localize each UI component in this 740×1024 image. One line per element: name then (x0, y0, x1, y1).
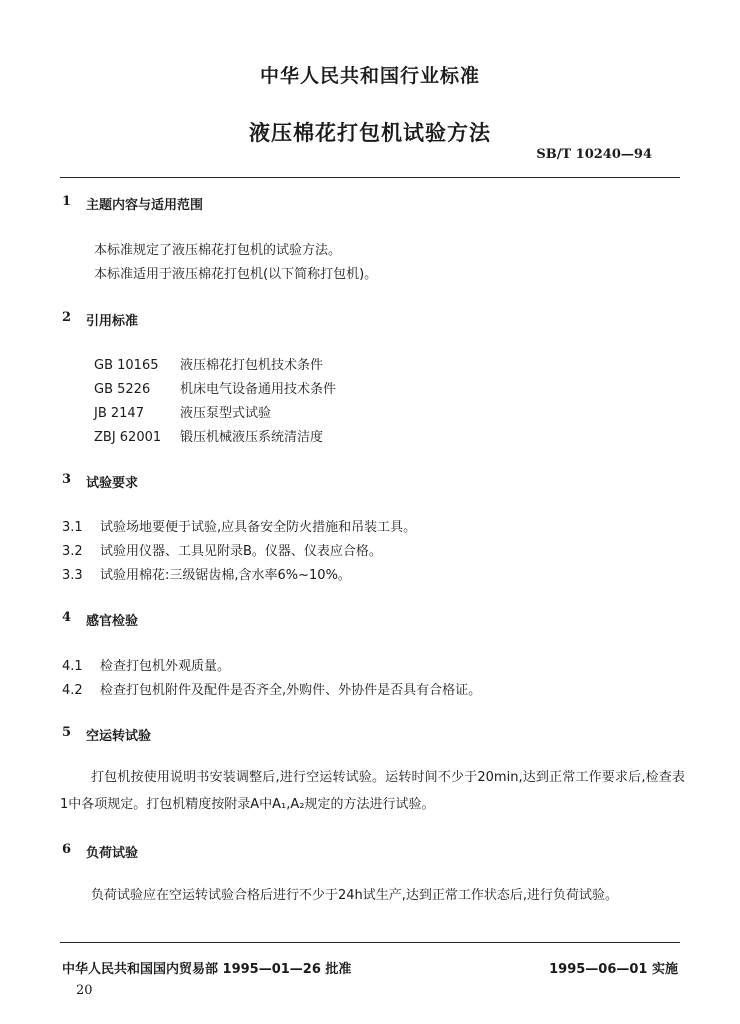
section-title: 负荷试验 (86, 846, 139, 861)
section-title: 试验要求 (86, 476, 139, 491)
section-number: 4 (62, 610, 72, 625)
bottom-divider (60, 942, 680, 943)
standard-code: SB/T 10240—94 (536, 147, 652, 162)
section-number: 3 (62, 472, 72, 487)
clause-text: 试验场地要便于试验,应具备安全防火措施和吊装工具。 (100, 520, 417, 535)
section-title: 引用标准 (86, 314, 139, 329)
section-5-paragraph: 打包机按使用说明书安装调整后,进行空运转试验。运转时间不少于20min,达到正常工作要求后,检查表1中各项规定。打包机精度按附录A中A₁,A₂规定的方法进行试验。 (60, 770, 685, 812)
reference-code: GB 10165 (94, 358, 159, 373)
section-number: 1 (62, 194, 72, 209)
section-6-paragraph: 负荷试验应在空运转试验合格后进行不少于24h试生产,达到正常工作状态后,进行负荷试验。 (91, 888, 619, 903)
reference-code: JB 2147 (94, 406, 144, 421)
clause-number: 4.1 (62, 659, 83, 674)
clause-text: 试验用仪器、工具见附录B。仪器、仪表应合格。 (100, 544, 382, 559)
clause-item (62, 540, 382, 559)
section-title: 感官检验 (86, 614, 139, 629)
reference-item (94, 354, 323, 373)
clause-number: 3.1 (62, 520, 83, 535)
section-number: 2 (62, 310, 72, 325)
clause-text: 检查打包机外观质量。 (100, 659, 231, 674)
effective-date: 1995—06—01 实施 (549, 962, 678, 977)
section-1-line-2: 本标准适用于液压棉花打包机(以下简称打包机)。 (94, 267, 378, 282)
approval-line: 中华人民共和国国内贸易部 1995—01—26 批准 (62, 962, 352, 977)
reference-title: 液压棉花打包机技术条件 (180, 358, 324, 373)
clause-text: 试验用棉花:三级锯齿棉,含水率6%~10%。 (100, 568, 351, 583)
reference-code: GB 5226 (94, 382, 151, 397)
top-divider (60, 177, 680, 178)
section-1-line-1: 本标准规定了液压棉花打包机的试验方法。 (94, 243, 342, 258)
clause-number: 3.2 (62, 544, 83, 559)
section-number: 6 (62, 842, 72, 857)
reference-item (94, 402, 271, 421)
document-title: 液压棉花打包机试验方法 (249, 121, 491, 145)
clause-number: 4.2 (62, 683, 83, 698)
reference-title: 机床电气设备通用技术条件 (180, 382, 337, 397)
clause-item (62, 564, 351, 583)
section-number: 5 (62, 725, 72, 740)
standard-category: 中华人民共和国行业标准 (259, 65, 480, 87)
clause-item (62, 655, 230, 674)
reference-item (94, 378, 336, 397)
page-number: 20 (76, 983, 93, 998)
clause-text: 检查打包机附件及配件是否齐全,外购件、外协件是否具有合格证。 (100, 683, 482, 698)
clause-item (62, 679, 481, 698)
section-title: 空运转试验 (86, 729, 152, 744)
reference-item (94, 426, 323, 445)
reference-code: ZBJ 62001 (94, 430, 162, 445)
clause-item (62, 516, 416, 535)
reference-title: 锻压机械液压系统清洁度 (180, 430, 324, 445)
reference-title: 液压泵型式试验 (180, 406, 272, 421)
section-title: 主题内容与适用范围 (86, 198, 204, 213)
clause-number: 3.3 (62, 568, 83, 583)
